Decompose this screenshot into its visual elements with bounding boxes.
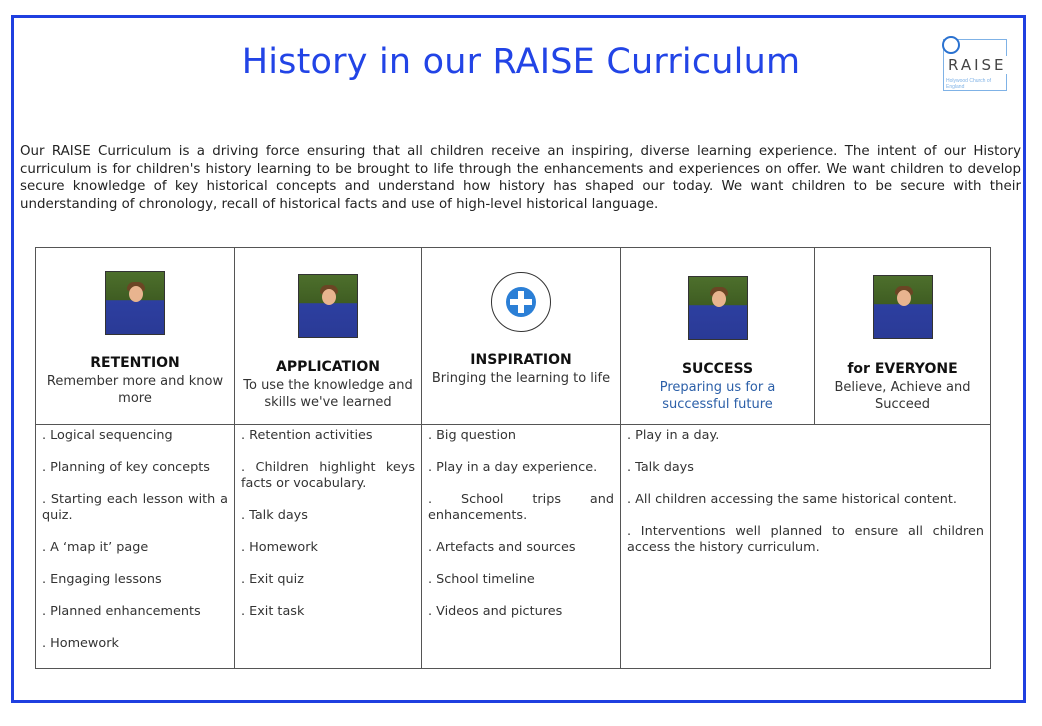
list-item: . A ‘map it’ page [42, 540, 149, 555]
items-success-everyone [621, 425, 991, 669]
list-item: . Videos and pictures [428, 604, 563, 619]
list-item: . Planning of key concepts [42, 460, 210, 475]
list-item: . Big question [428, 428, 516, 443]
heading-success: SUCCESS [681, 361, 754, 377]
list-item: . Exit quiz [241, 572, 304, 587]
subtitle-retention: Remember more and know more [46, 374, 224, 406]
heading-application: APPLICATION [276, 359, 380, 375]
header-row [36, 248, 991, 425]
raise-logo [940, 36, 1010, 94]
heading-inspiration: INSPIRATION [470, 352, 572, 368]
list-item: . Homework [42, 636, 119, 651]
list-item: . Retention activities [241, 428, 373, 443]
list-item: . Play in a day experience. [428, 460, 598, 475]
subtitle-application: To use the knowledge and skills we've learned [243, 378, 413, 410]
items-row [36, 425, 991, 669]
list-item: . Talk days [241, 508, 308, 523]
items-inspiration [422, 425, 621, 669]
school-badge-icon [491, 272, 551, 332]
list-item: . All children accessing the same historical content. [627, 492, 958, 507]
list-item: . Artefacts and sources [428, 540, 576, 555]
subtitle-everyone: Believe, Achieve and Succeed [834, 380, 971, 412]
list-item: . Engaging lessons [42, 572, 162, 587]
list-item: . School timeline [428, 572, 535, 587]
pupil-photo [688, 276, 748, 340]
curriculum-table [35, 247, 991, 669]
list-item: . Talk days [627, 460, 694, 475]
pupil-photo [298, 274, 358, 338]
header-application [235, 248, 422, 425]
list-item: . Homework [241, 540, 318, 555]
logo-circle-icon [942, 36, 960, 54]
list-item: . Interventions well planned to ensure all children access the history curriculum. [627, 524, 984, 555]
intro-paragraph: Our RAISE Curriculum is a driving force ensuring that all children receive an inspiring, diverse learning experience. The intent of our History curriculum is for children's history learning to be brought to life through the enhancements and experiences on offer. We want children to develop secure knowledge of key historical concepts and understand how history has shaped our today. We want children to be secure with their understanding of chronology, recall of historical facts and use of high-level historical language. [20, 144, 1021, 212]
logo-word: RAISE [948, 56, 1007, 74]
list-item: . Play in a day. [627, 428, 720, 443]
list-item: . Children highlight keys facts or vocabulary. [241, 460, 415, 491]
logo-tagline: Holywood Church of England [946, 78, 992, 90]
header-success [621, 248, 815, 425]
subtitle-inspiration: Bringing the learning to life [431, 371, 611, 386]
list-item: . School trips and enhancements. [428, 492, 614, 523]
pupil-photo [105, 271, 165, 335]
heading-retention: RETENTION [90, 355, 180, 371]
pupil-photo [873, 275, 933, 339]
subtitle-success: Preparing us for a successful future [659, 380, 776, 412]
header-retention [36, 248, 235, 425]
list-item: . Starting each lesson with a quiz. [42, 492, 228, 523]
list-item: . Exit task [241, 604, 305, 619]
header-everyone [815, 248, 991, 425]
page-title: History in our RAISE Curriculum [241, 42, 801, 82]
heading-everyone: for EVERYONE [847, 361, 958, 377]
items-retention [36, 425, 235, 669]
items-application [235, 425, 422, 669]
list-item: . Planned enhancements [42, 604, 201, 619]
list-item: . Logical sequencing [42, 428, 173, 443]
header-inspiration [422, 248, 621, 425]
